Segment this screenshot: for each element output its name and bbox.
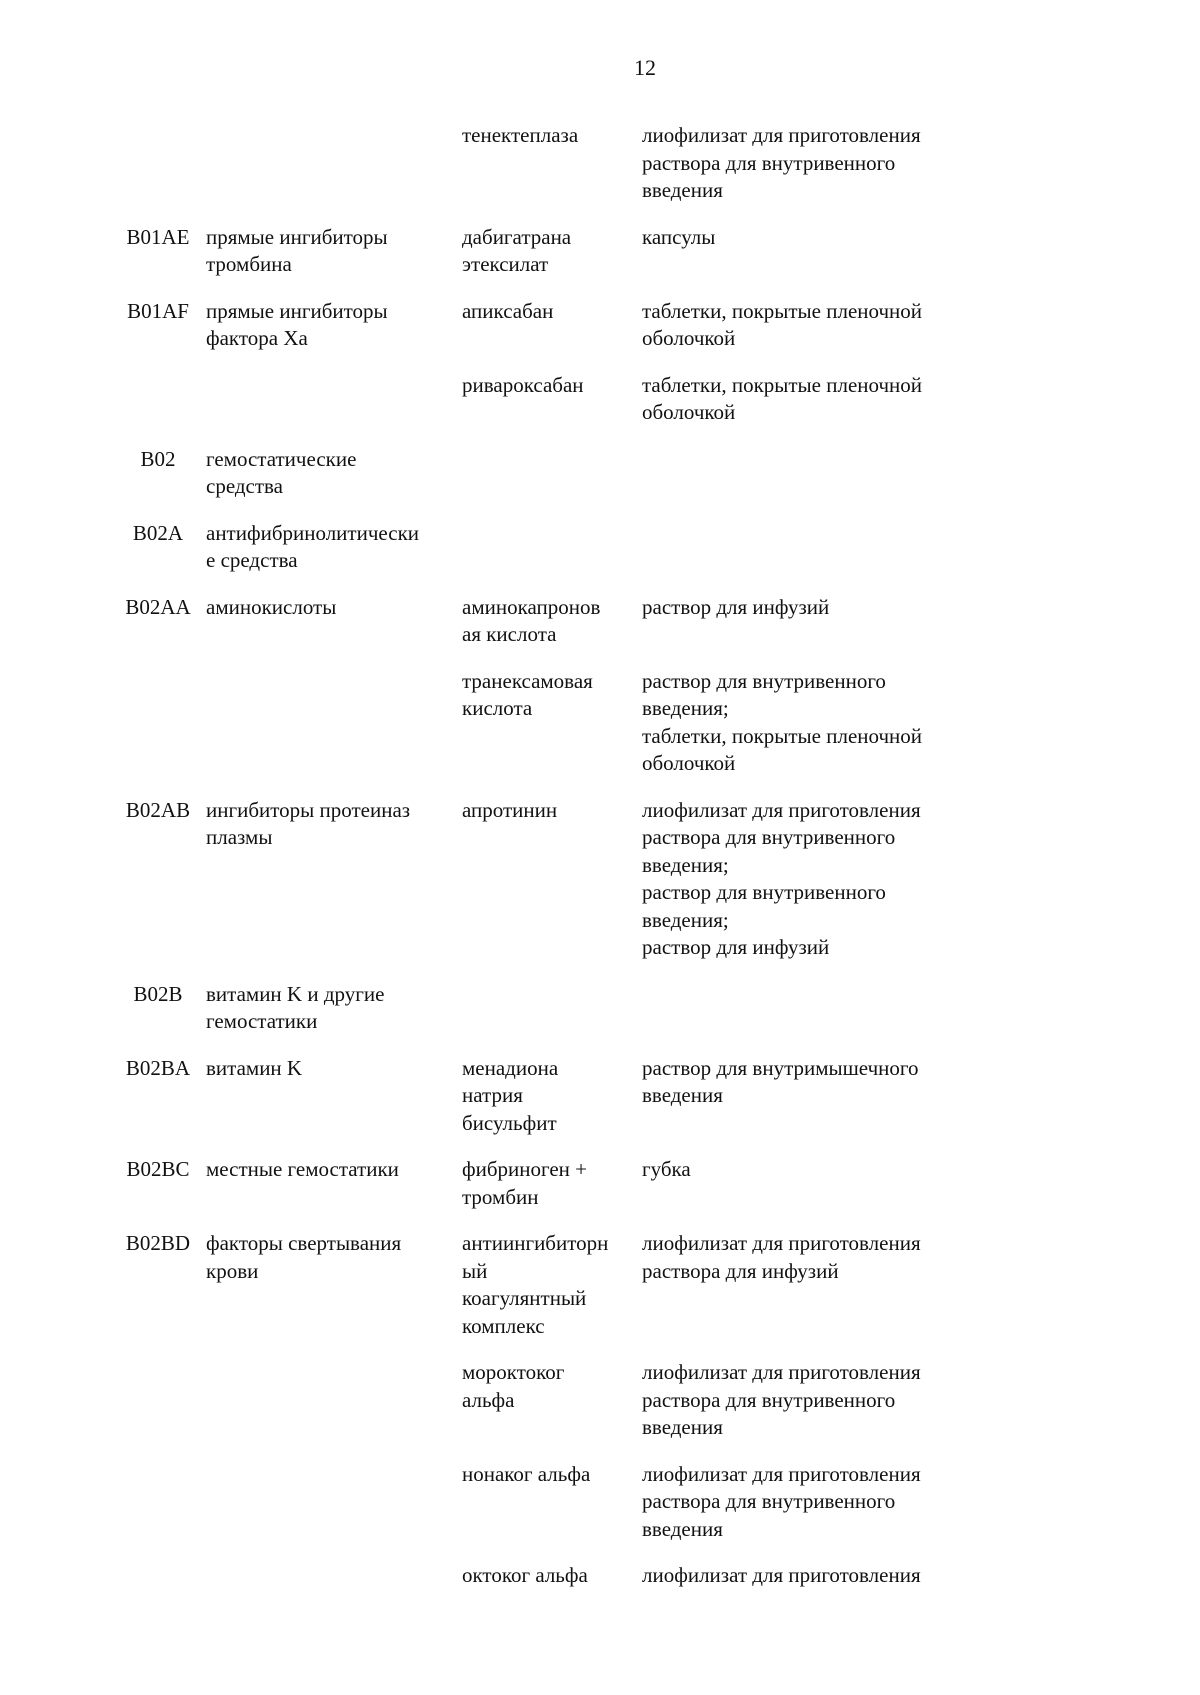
drug-name: транексамовая кислота (462, 668, 593, 720)
dosage-form: лиофилизат для приготовления раствора для внутривенного введения; раствор для внутривенного введения; раствор для инфузий (642, 797, 921, 959)
dosage-form: таблетки, покрытые пленочной оболочкой (642, 298, 923, 350)
atc-code: B02BA (125, 1055, 191, 1080)
drug-table (110, 122, 990, 1609)
atc-code: B02B (133, 981, 183, 1006)
drug-name: октоког альфа (462, 1563, 588, 1587)
dosage-form: лиофилизат для приготовления раствора для внутривенного введения (642, 1360, 921, 1439)
dosage-form: раствор для инфузий (642, 594, 830, 619)
table-row (110, 594, 990, 649)
dosage-form: губка (642, 1157, 691, 1181)
anatomical-group: ингибиторы протеиназ плазмы (206, 797, 411, 849)
table-row (110, 520, 990, 575)
table-row (110, 668, 990, 778)
table-row (110, 1055, 990, 1138)
table-row (110, 1461, 990, 1544)
table-row (110, 298, 990, 353)
table-row (110, 797, 990, 962)
table-row (110, 1230, 990, 1340)
anatomical-group: факторы свертывания крови (206, 1231, 402, 1283)
dosage-form: таблетки, покрытые пленочной оболочкой (642, 372, 923, 424)
atc-code: B02 (140, 446, 176, 471)
atc-code: B02AB (125, 797, 191, 822)
anatomical-group: аминокислоты (206, 594, 337, 619)
page-number: 12 (634, 55, 656, 80)
atc-code: B02A (132, 520, 184, 545)
dosage-form: лиофилизат для приготовления раствора для внутривенного введения (642, 123, 921, 202)
dosage-form: раствор для внутримышечного введения (642, 1055, 919, 1107)
dosage-form: лиофилизат для приготовления раствора для внутривенного введения (642, 1461, 921, 1541)
dosage-form: капсулы (642, 224, 716, 249)
drug-name: антиингибиторн ый коагулянтный комплекс (462, 1231, 609, 1338)
table-row (110, 372, 990, 427)
drug-name: тенектеплаза (462, 123, 579, 147)
table-row (110, 1359, 990, 1442)
table-row (110, 1562, 990, 1590)
drug-name: апиксабан (462, 298, 554, 323)
table-row (110, 981, 990, 1036)
atc-code: B01AF (127, 298, 189, 323)
drug-name: апротинин (462, 797, 558, 822)
table-row (110, 446, 990, 501)
table-row (110, 1156, 990, 1211)
anatomical-group: прямые ингибиторы фактора Xa (206, 298, 388, 350)
dosage-form: лиофилизат для приготовления (642, 1563, 921, 1587)
table-row (110, 122, 990, 205)
drug-name: менадиона натрия бисульфит (462, 1055, 559, 1135)
atc-code: B02BD (125, 1231, 191, 1255)
atc-code: B02BC (126, 1157, 190, 1181)
anatomical-group: местные гемостатики (206, 1157, 399, 1181)
drug-name: мороктоког альфа (462, 1360, 565, 1412)
drug-name: дабигатрана этексилат (462, 224, 572, 276)
drug-name: аминокапронов ая кислота (462, 594, 601, 646)
anatomical-group: витамин K (206, 1055, 303, 1080)
dosage-form: лиофилизат для приготовления раствора для инфузий (642, 1231, 921, 1283)
atc-code: B02AA (125, 594, 191, 619)
drug-name: ривароксабан (462, 372, 584, 397)
dosage-form: раствор для внутривенного введения; таблетки, покрытые пленочной оболочкой (642, 668, 923, 775)
drug-name: фибриноген + тромбин (462, 1157, 587, 1209)
drug-name: нонаког альфа (462, 1461, 591, 1486)
anatomical-group: антифибринолитически е средства (206, 520, 420, 572)
anatomical-group: гемостатические средства (206, 446, 357, 498)
anatomical-group: прямые ингибиторы тромбина (206, 224, 388, 276)
anatomical-group: витамин K и другие гемостатики (206, 981, 385, 1033)
table-row (110, 224, 990, 279)
atc-code: B01AE (126, 224, 190, 249)
